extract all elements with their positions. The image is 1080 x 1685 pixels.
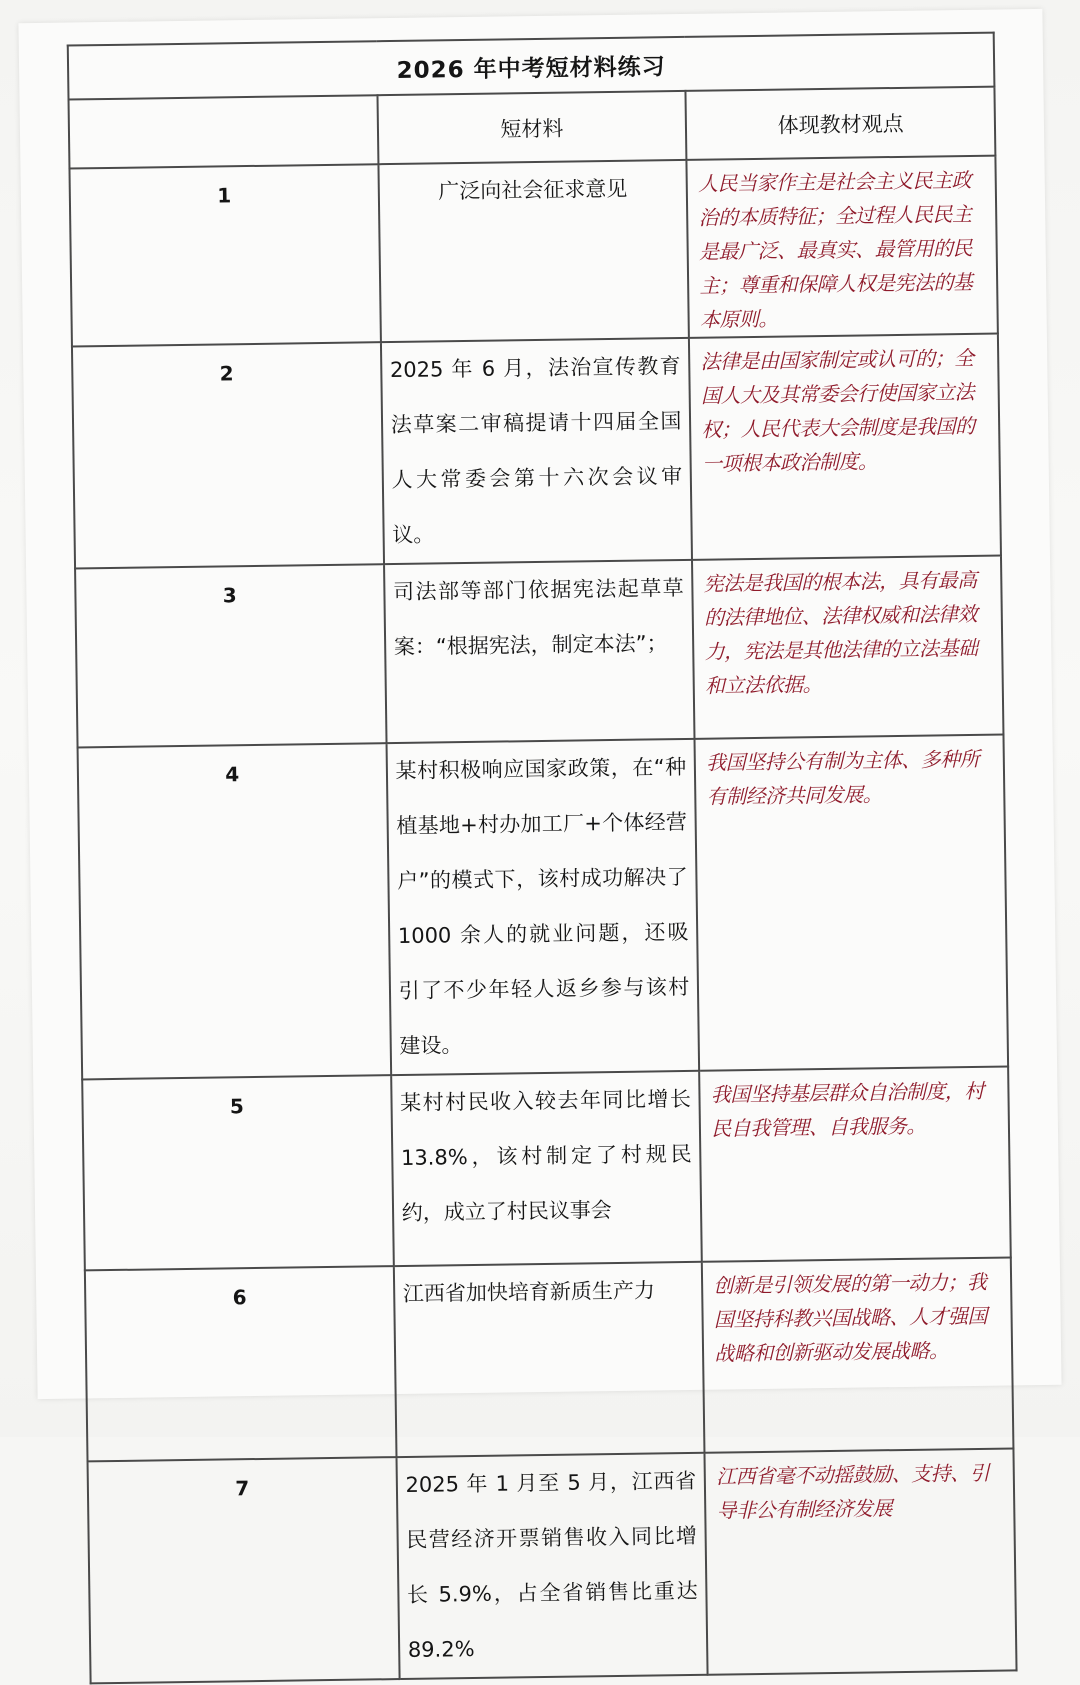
material-text: 某村积极响应国家政策，在“种植基地+村办加工厂+个体经营户”的模式下，该村成功解决了 1000 余人的就业问题，还吸引了不少年轻人返乡参与该村建设。: [386, 739, 699, 1075]
row-number: 5: [82, 1075, 393, 1270]
handwritten-view: 宪法是我国的根本法，具有最高的法律地位、法律权威和法律效力，宪法是其他法律的立法基础和立法依据。: [692, 556, 1003, 739]
header-material: 短材料: [377, 91, 687, 164]
handwritten-view: 人民当家作主是社会主义民主政治的本质特征；全过程人民民主是最广泛、最真实、最管用的民主；尊重和保障人权是宪法的基本原则。: [687, 156, 998, 338]
header-number-cell: [69, 95, 379, 168]
table-row: [72, 334, 1001, 569]
row-number: 6: [85, 1266, 396, 1461]
row-number: 1: [69, 164, 380, 346]
table-row: [75, 556, 1003, 748]
header-view: 体现教材观点: [686, 87, 996, 160]
material-text: 江西省加快培育新质生产力: [393, 1262, 704, 1457]
worksheet-paper: [18, 9, 1061, 1662]
handwritten-view: 我国坚持基层群众自治制度，村民自我管理、自我服务。: [699, 1066, 1010, 1261]
header-row: [69, 87, 996, 169]
table-row: [82, 1066, 1011, 1270]
table-row: [78, 735, 1009, 1080]
row-number: 2: [72, 342, 384, 568]
table-row: [88, 1448, 1017, 1683]
table-row: [85, 1257, 1014, 1461]
table-row: [69, 156, 997, 347]
handwritten-view: 江西省毫不动摇鼓励、支持、引导非公有制经济发展: [705, 1448, 1017, 1674]
row-number: 4: [78, 743, 391, 1079]
handwritten-view: 我国坚持公有制为主体、多种所有制经济共同发展。: [695, 735, 1008, 1071]
handwritten-view: 法律是由国家制定或认可的；全国人大及其常委会行使国家立法权；人民代表大会制度是我国的一项根本政治制度。: [689, 334, 1001, 560]
table-title: 2026 年中考短材料练习: [68, 33, 995, 100]
material-text: 2025 年 1 月至 5 月，江西省民营经济开票销售收入同比增长 5.9%，占全省销售比重达 89.2%: [396, 1453, 708, 1679]
handwritten-view: 创新是引领发展的第一动力；我国坚持科教兴国战略、人才强国战略和创新驱动发展战略。: [702, 1257, 1013, 1452]
material-text: 广泛向社会征求意见: [378, 160, 689, 342]
material-text: 2025 年 6 月，法治宣传教育法草案二审稿提请十四届全国人大常委会第十六次会议审议。: [381, 338, 693, 564]
material-text: 某村村民收入较去年同比增长13.8%，该村制定了村规民约，成立了村民议事会: [391, 1071, 702, 1266]
row-number: 3: [75, 564, 386, 747]
material-text: 司法部等部门依据宪法起草草案：“根据宪法，制定本法”；: [384, 560, 695, 743]
practice-table: [67, 32, 1018, 1685]
row-number: 7: [88, 1457, 400, 1683]
